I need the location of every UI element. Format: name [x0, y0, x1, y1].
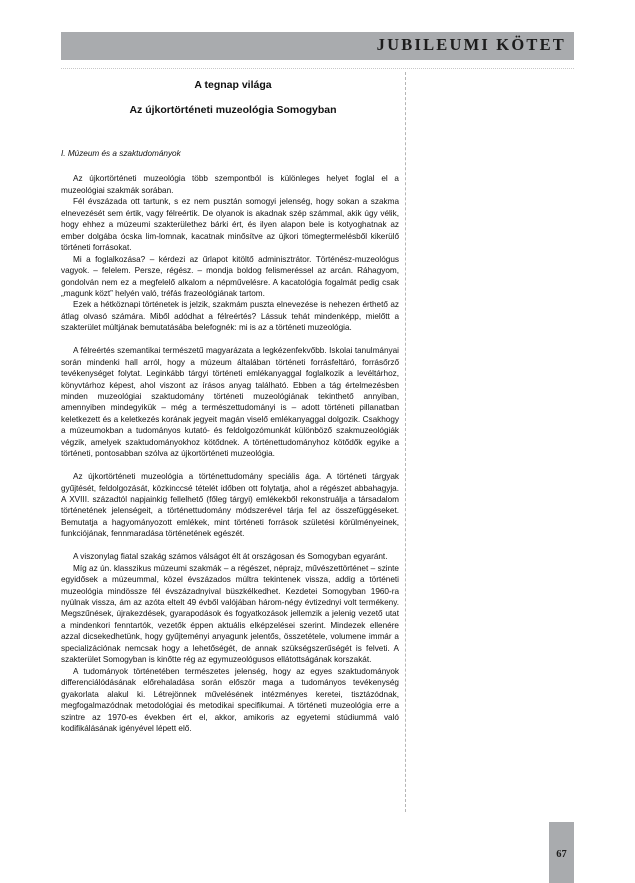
article-title: Az újkortörténeti muzeológia Somogyban	[129, 104, 337, 116]
paragraph: Mi a foglalkozása? – kérdezi az űrlapot kitöltő adminisztrátor. Történész-muzeológus vagyok. – felelem. Persze, régész. – mondja boldog felismeréssel az arcán. Ráhagyom, gondolván nem ez a megfelelő alkalom a népművelésre. A kacatológia fogalmát pedig csak „magunk közt” helyén való, tréfás frazeológiának tartom.	[61, 254, 399, 298]
article-body	[61, 148, 399, 746]
paragraph: Fél évszázada ott tartunk, s ez nem pusztán somogyi jelenség, hogy sokan a szakma elnevezését sem értik, vagy félreértik. De olyanok is akadnak szép számmal, akik úgy vélik, hogy ehhez a múzeumi szakterülethez bárki ért, és ilyen alapon bele is kotyoghatnak az ember dolgába ócska lim-lomnak, kacatnak minősítve az újkori tömegtermelésből kikerülő történeti forrásokat.	[61, 197, 399, 253]
section-heading: I. Múzeum és a szaktudományok	[61, 149, 181, 158]
header-divider	[61, 68, 574, 69]
header-band	[61, 32, 574, 60]
page-number-box	[549, 822, 574, 883]
column-divider	[405, 72, 406, 812]
paragraph: Ezek a hétköznapi történetek is jelzik, szakmám puszta elnevezése is nehezen érthető az átlag olvasó számára. Miből adódhat a félreértés? Lássuk tehát mindenképp, mielőtt a szakterület múltjának bemutatásába belefognék: mi is az a történeti muzeológia.	[61, 300, 399, 333]
article-supertitle: A tegnap világa	[194, 79, 272, 91]
paragraph: A tudományok történetében természetes jelenség, hogy az egyes szaktudományok differenciálódásának előrehaladása során először maga a tudományos tevékenység gyakorlata alakul ki. Létrejönnek művelésének intézményes keretei, tisztázódnak, megfogalmazódnak metodológiai és metodikai specifikumai. A történeti muzeológia erre a szintre az 1970-es években ért el, akkor, amikoris az egyetemi stúdiummá való kodifikálásának igényével lépett elő.	[61, 666, 399, 734]
paragraph: A viszonylag fiatal szakág számos válságot élt át országosan és Somogyban egyaránt.	[73, 552, 388, 562]
paragraph: A félreértés szemantikai természetű magyarázata a legkézenfekvőbb. Iskolai tanulmányai során mindenki hall arról, hogy a múzeum általában történeti forrásfeltáró, forrásőrző tevékenységet folytat. Leginkább tárgyi történeti emlékanyaggal foglalkozik a levéltárhoz, könyvtárhoz képest, ahol viszont az írásos anyag található. Ebben a tág értelmezésben minden muzeológiai szaktudomány történeti muzeológiának tekinthető annyiban, amennyiben mindegyikük – még a természettudományi is – adott történeti pillanatban keletkezett és a keletkezés korának jegyeit magán viselő emlékanyaggal dolgozik. Csakhogy a múzeumokban a tudományos kutató- és feldolgozómunkát különböző szakmuzeológiák végzik, amelyek szaktudományokhoz kötődnek. A történettudományhoz kötődők egyike a történeti, pontosabban szólva az újkortörténeti muzeológia.	[61, 346, 399, 459]
paragraph: Az újkortörténeti muzeológia több szempontból is különleges helyet foglal el a muzeológiai szakmák sorában.	[61, 174, 399, 195]
paragraph-block	[61, 345, 399, 460]
article-titles	[61, 76, 405, 117]
page-number: 67	[556, 849, 567, 860]
paragraph: Az újkortörténeti muzeológia a történettudomány speciális ága. A történeti tárgyak gyűjtését, feldolgozását, közkinccsé tételét időben ott folytatja, ahol a régészet abbahagyja. A XVIII. századtól napjainkig fellelhető (főleg tárgyi) emlékekből rekonstruálja a társadalom történetének jelenségeit, a történettudomány módszerével tárja fel az összefüggéseket. Bemutatja a hagyományozott emlékek, mint történeti források születési körülményeinek, funkciójának, fennmaradása történetének egészét.	[61, 472, 399, 539]
paragraph-block	[61, 173, 399, 333]
series-title: JUBILEUMI KÖTET	[376, 35, 566, 54]
paragraph-block	[61, 471, 399, 540]
paragraph-block	[61, 551, 399, 734]
paragraph: Míg az ún. klasszikus múzeumi szakmák – a régészet, néprajz, művészettörténet – szinte egyidősek a múzeummal, közel évszázados múltra tekintenek vissza, addig a történeti muzeológia mindössze fél évszázadnyival büszkélkedhet. Kezdetei Somogyban 1960-ra nyúlnak vissza, ám az azóta eltelt 49 évből valójában három-négy évtizednyi volt termékeny. Megszűnések, újrakezdések, gyarapodások és fogyatkozások jellemzik a jelenig vezető utat a mindenkori fenntartók, vezetők éppen aktuális elképzelései szerint. Mindezek ellenére azzal dicsekedhetünk, hogy gyűjteményi anyagunk jelentős, összetétele, volumene immár a specializációnak nemcsak hogy a lehetőségét, de annak szükségszerűségét is felveti. A szakterület Somogyban is kinőtte rég az egymuzeológusos ellátottságának korszakát.	[61, 563, 399, 665]
